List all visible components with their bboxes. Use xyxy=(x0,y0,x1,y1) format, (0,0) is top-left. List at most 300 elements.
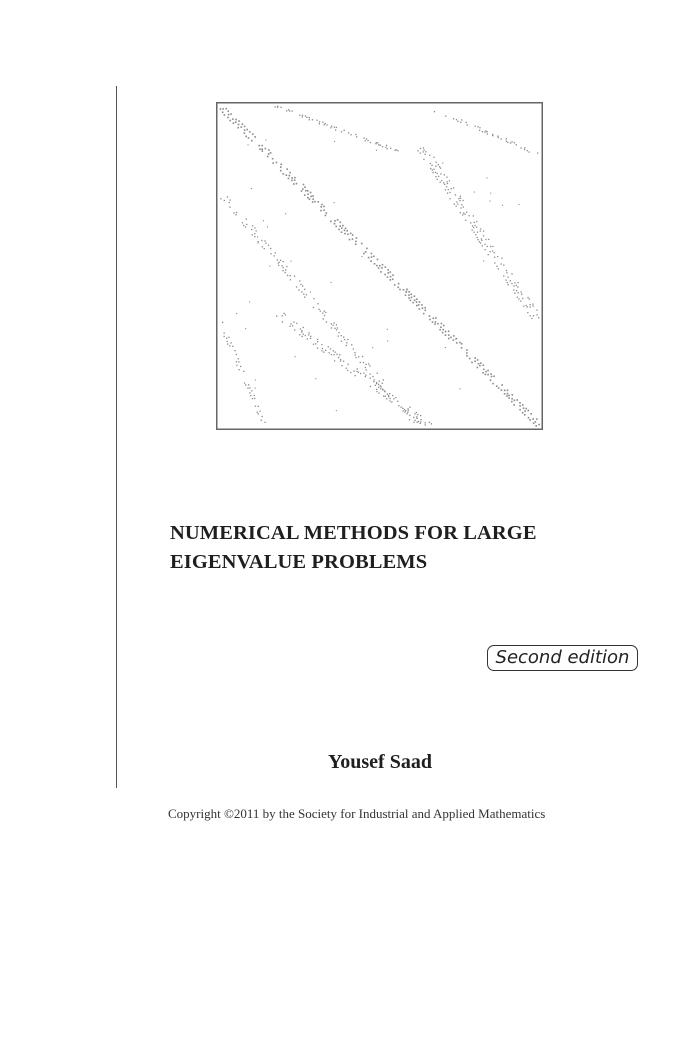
sparsity-dot xyxy=(261,148,263,150)
sparsity-dot xyxy=(291,177,293,179)
sparsity-dot xyxy=(449,192,450,193)
sparsity-dot xyxy=(459,200,460,201)
sparsity-dot xyxy=(492,383,494,385)
sparsity-dot xyxy=(447,193,448,194)
sparsity-dot xyxy=(485,374,487,376)
sparsity-dot xyxy=(446,181,447,182)
sparsity-dot xyxy=(453,335,455,337)
sparsity-dot xyxy=(379,381,380,382)
sparsity-dot xyxy=(498,137,499,138)
sparsity-dot xyxy=(425,424,426,425)
sparsity-dot xyxy=(312,195,314,197)
sparsity-dot xyxy=(445,116,446,117)
sparsity-dot xyxy=(302,116,303,117)
sparsity-dot xyxy=(487,131,488,132)
sparsity-dot xyxy=(433,169,434,170)
sparsity-dot xyxy=(355,243,357,245)
sparsity-dot xyxy=(479,127,480,128)
sparsity-dot xyxy=(425,151,426,152)
sparsity-dot xyxy=(289,175,291,177)
sparsity-dot xyxy=(533,306,534,307)
sparsity-dot xyxy=(248,137,250,139)
sparsity-dot xyxy=(480,362,482,364)
sparsity-dot xyxy=(315,343,316,344)
sparsity-dot xyxy=(263,220,264,221)
sparsity-dot xyxy=(507,393,509,395)
sparsity-dot xyxy=(349,239,351,241)
sparsity-dot xyxy=(249,301,250,302)
sparsity-dot xyxy=(261,145,263,147)
sparsity-dot xyxy=(280,166,282,168)
sparsity-dot xyxy=(329,352,330,353)
sparsity-dot xyxy=(391,401,392,402)
sparsity-dot xyxy=(497,136,498,137)
sparsity-dot xyxy=(440,168,441,169)
sparsity-dot xyxy=(381,267,383,269)
sparsity-dot xyxy=(283,267,284,268)
sparsity-dot xyxy=(318,201,320,203)
sparsity-dot xyxy=(238,358,239,359)
sparsity-dot xyxy=(529,151,530,152)
sparsity-dot xyxy=(438,164,439,165)
sparsity-dot xyxy=(268,149,270,151)
sparsity-dot xyxy=(432,172,433,173)
sparsity-dot xyxy=(262,150,264,152)
sparsity-dot xyxy=(456,119,457,120)
sparsity-dot xyxy=(239,369,240,370)
sparsity-dot xyxy=(312,201,314,203)
sparsity-dot xyxy=(294,177,296,179)
sparsity-dot xyxy=(321,350,322,351)
sparsity-dot xyxy=(461,343,463,345)
sparsity-dot xyxy=(296,286,297,287)
sparsity-dots xyxy=(220,106,540,427)
copyright-notice: Copyright ©2011 by the Society for Industrial and Applied Mathematics xyxy=(168,806,546,821)
sparsity-dot xyxy=(370,260,372,262)
sparsity-dot xyxy=(229,345,230,346)
sparsity-dot xyxy=(417,150,418,151)
sparsity-dot xyxy=(230,199,231,200)
sparsity-dot xyxy=(334,220,336,222)
sparsity-dot xyxy=(322,313,323,314)
sparsity-dot xyxy=(511,401,513,403)
sparsity-dot xyxy=(423,313,425,315)
sparsity-dot xyxy=(448,334,450,336)
sparsity-dot xyxy=(237,127,239,129)
sparsity-dot xyxy=(386,398,387,399)
sparsity-dot xyxy=(238,124,240,126)
sparsity-dot xyxy=(435,172,436,173)
sparsity-dot xyxy=(513,289,514,290)
sparsity-dot xyxy=(341,335,342,336)
sparsity-dot xyxy=(419,301,421,303)
sparsity-dot xyxy=(314,201,316,203)
sparsity-dot xyxy=(242,222,243,223)
sparsity-dot xyxy=(290,275,291,276)
sparsity-dot xyxy=(313,344,314,345)
sparsity-dot xyxy=(339,354,340,355)
sparsity-dot xyxy=(332,325,333,326)
sparsity-dot xyxy=(262,416,263,417)
sparsity-dot xyxy=(493,376,495,378)
sparsity-dot xyxy=(477,237,478,238)
sparsity-dot xyxy=(358,356,359,357)
sparsity-dot xyxy=(316,120,317,121)
sparsity-dot xyxy=(521,291,522,292)
sparsity-dot xyxy=(448,189,449,190)
sparsity-dot xyxy=(293,321,294,322)
sparsity-dot xyxy=(383,396,384,397)
sparsity-dot xyxy=(227,196,228,197)
sparsity-dot xyxy=(261,420,262,421)
sparsity-dot xyxy=(434,111,435,112)
sparsity-dot xyxy=(315,378,316,379)
sparsity-dot xyxy=(407,412,408,413)
sparsity-dot xyxy=(523,407,525,409)
sparsity-dot xyxy=(339,225,341,227)
sparsity-dot xyxy=(403,410,404,411)
sparsity-dot xyxy=(483,369,485,371)
sparsity-dot xyxy=(289,110,290,111)
sparsity-dot xyxy=(341,365,342,366)
sparsity-dot xyxy=(304,194,306,196)
sparsity-dot xyxy=(333,354,334,355)
sparsity-dot xyxy=(474,361,476,363)
sparsity-dot xyxy=(385,396,386,397)
sparsity-dot xyxy=(385,266,387,268)
sparsity-dot xyxy=(244,126,246,128)
sparsity-dot xyxy=(243,225,244,226)
sparsity-dot xyxy=(258,241,259,242)
sparsity-dot xyxy=(503,265,504,266)
sparsity-dot xyxy=(507,390,509,392)
sparsity-dot xyxy=(511,273,512,274)
sparsity-dot xyxy=(477,359,479,361)
sparsity-dot xyxy=(245,136,247,138)
sparsity-dot xyxy=(476,227,477,228)
sparsity-dot xyxy=(259,148,261,150)
sparsity-dot xyxy=(226,338,227,339)
sparsity-dot xyxy=(405,410,406,411)
sparsity-dot xyxy=(390,271,392,273)
sparsity-dot xyxy=(477,126,478,127)
sparsity-dot xyxy=(424,307,426,309)
sparsity-dot xyxy=(460,212,461,213)
sparsity-pattern-figure xyxy=(216,102,543,430)
sparsity-dot xyxy=(388,395,389,396)
sparsity-dot xyxy=(256,230,257,231)
sparsity-dot xyxy=(410,300,412,302)
sparsity-dot xyxy=(309,117,310,118)
sparsity-dot xyxy=(385,147,386,148)
sparsity-dot xyxy=(220,108,222,110)
sparsity-dot xyxy=(483,231,484,232)
sparsity-dot xyxy=(283,313,284,314)
sparsity-dot xyxy=(230,113,232,115)
sparsity-dot xyxy=(334,223,336,225)
sparsity-dot xyxy=(378,387,379,388)
sparsity-dot xyxy=(487,133,488,134)
sparsity-dot xyxy=(454,204,455,205)
sparsity-dot xyxy=(275,252,276,253)
sparsity-dot xyxy=(377,373,378,374)
sparsity-dot xyxy=(474,192,475,193)
sparsity-dot xyxy=(341,227,343,229)
sparsity-dot xyxy=(462,214,463,215)
sparsity-dot xyxy=(389,398,390,399)
sparsity-dot xyxy=(482,131,483,132)
sparsity-dot xyxy=(435,317,437,319)
sparsity-dot xyxy=(384,274,386,276)
sparsity-dot xyxy=(420,423,421,424)
sparsity-dot xyxy=(387,329,388,330)
sparsity-dot xyxy=(429,155,430,156)
sparsity-dot xyxy=(340,222,342,224)
sparsity-dot xyxy=(506,138,507,139)
sparsity-dot xyxy=(309,199,311,201)
sparsity-dot xyxy=(413,422,414,423)
sparsity-dot xyxy=(487,374,489,376)
sparsity-dot xyxy=(338,229,340,231)
sparsity-dot xyxy=(538,317,539,318)
sparsity-dot xyxy=(483,235,484,236)
sparsity-dot xyxy=(535,421,537,423)
sparsity-dot xyxy=(355,241,357,243)
sparsity-dot xyxy=(257,242,258,243)
sparsity-dot xyxy=(451,188,452,189)
sparsity-dot xyxy=(319,121,320,122)
sparsity-dot xyxy=(317,348,318,349)
sparsity-dot xyxy=(529,419,531,421)
sparsity-dot xyxy=(227,117,229,119)
sparsity-dot xyxy=(352,234,354,236)
sparsity-dot xyxy=(299,280,300,281)
sparsity-dot xyxy=(300,328,301,329)
sparsity-dot xyxy=(336,410,337,411)
sparsity-dot xyxy=(365,375,366,376)
sparsity-dot xyxy=(296,183,298,185)
sparsity-dot xyxy=(444,184,445,185)
sparsity-dot xyxy=(443,182,444,183)
sparsity-dot xyxy=(519,204,520,205)
sparsity-dot xyxy=(278,265,279,266)
sparsity-dot xyxy=(484,249,485,250)
sparsity-dot xyxy=(492,246,493,247)
sparsity-dot xyxy=(285,272,286,273)
sparsity-dot xyxy=(324,315,325,316)
sparsity-dot xyxy=(404,411,405,412)
sparsity-dot xyxy=(321,204,323,206)
sparsity-dot xyxy=(465,220,466,221)
sparsity-dot xyxy=(236,365,237,366)
sparsity-dot xyxy=(522,298,523,299)
sparsity-dot xyxy=(460,196,461,197)
sparsity-dot xyxy=(344,230,346,232)
sparsity-dot xyxy=(299,115,300,116)
sparsity-dot xyxy=(501,138,502,139)
sparsity-dot xyxy=(373,256,375,258)
sparsity-dot xyxy=(393,398,394,399)
sparsity-dot xyxy=(514,142,515,143)
sparsity-dot xyxy=(264,248,265,249)
sparsity-dot xyxy=(255,388,256,389)
sparsity-dot xyxy=(270,248,271,249)
sparsity-dot xyxy=(222,112,224,114)
sparsity-dot xyxy=(508,395,510,397)
sparsity-dot xyxy=(411,294,413,296)
sparsity-dot xyxy=(301,330,302,331)
sparsity-dot xyxy=(408,294,410,296)
sparsity-dot xyxy=(527,312,528,313)
sparsity-dot xyxy=(353,348,354,349)
sparsity-dot xyxy=(513,285,514,286)
sparsity-dot xyxy=(324,124,325,125)
sparsity-dot xyxy=(374,263,376,265)
sparsity-dot xyxy=(507,142,508,143)
sparsity-dot xyxy=(362,356,363,357)
sparsity-dot xyxy=(286,110,287,111)
sparsity-dot xyxy=(254,136,256,138)
sparsity-dot xyxy=(453,118,454,119)
sparsity-dot xyxy=(377,142,378,143)
sparsity-dot xyxy=(303,327,304,328)
sparsity-dot xyxy=(259,411,260,412)
sparsity-dot xyxy=(463,212,464,213)
sparsity-dot xyxy=(326,124,327,125)
sparsity-dot xyxy=(431,423,432,424)
sparsity-dot xyxy=(425,154,426,155)
sparsity-dot xyxy=(461,119,462,120)
sparsity-dot xyxy=(336,329,337,330)
sparsity-dot xyxy=(252,133,254,135)
sparsity-dot xyxy=(429,422,430,423)
sparsity-dot xyxy=(474,225,475,226)
sparsity-dot xyxy=(492,134,493,135)
sparsity-dot xyxy=(346,345,347,346)
sparsity-dot xyxy=(389,400,390,401)
sparsity-dot xyxy=(480,242,481,243)
sparsity-dot xyxy=(421,304,423,306)
sparsity-dot xyxy=(533,423,535,425)
sparsity-dot xyxy=(492,135,493,136)
sparsity-dot xyxy=(376,383,377,384)
sparsity-dot xyxy=(301,190,303,192)
sparsity-dot xyxy=(442,332,444,334)
sparsity-dot xyxy=(365,367,366,368)
sparsity-dot xyxy=(437,173,438,174)
sparsity-dot xyxy=(506,270,507,271)
sparsity-dot xyxy=(488,239,489,240)
sparsity-dot xyxy=(435,166,436,167)
sparsity-dot xyxy=(323,206,325,208)
sparsity-dot xyxy=(340,359,341,360)
sparsity-dot xyxy=(461,204,462,205)
sparsity-dot xyxy=(507,277,508,278)
sparsity-dot xyxy=(363,373,364,374)
sparsity-dot xyxy=(425,310,427,312)
sparsity-dot xyxy=(511,283,512,284)
sparsity-dot xyxy=(334,360,335,361)
sparsity-dot xyxy=(309,332,310,333)
sparsity-dot xyxy=(331,327,332,328)
sparsity-dot xyxy=(254,227,255,228)
sparsity-dot xyxy=(409,407,410,408)
sparsity-dot xyxy=(379,265,381,267)
sparsity-dot xyxy=(304,289,305,290)
sparsity-dot xyxy=(506,395,508,397)
sparsity-dot xyxy=(376,391,377,392)
sparsity-dot xyxy=(463,206,464,207)
sparsity-dot xyxy=(380,388,381,389)
sparsity-dot xyxy=(412,302,414,304)
sparsity-dot xyxy=(325,312,326,313)
sparsity-dot xyxy=(460,198,461,199)
sparsity-dot xyxy=(244,132,246,134)
sparsity-dot xyxy=(331,354,332,355)
sparsity-dot xyxy=(229,202,230,203)
sparsity-dot xyxy=(355,354,356,355)
sparsity-dot xyxy=(363,253,365,255)
sparsity-dot xyxy=(355,357,356,358)
sparsity-dot xyxy=(445,189,446,190)
sparsity-dot xyxy=(347,234,349,236)
sparsity-dot xyxy=(474,222,475,223)
sparsity-dot xyxy=(331,282,332,283)
sparsity-dot xyxy=(334,202,335,203)
sparsity-dot xyxy=(414,413,415,414)
sparsity-dot xyxy=(334,322,335,323)
sparsity-dot xyxy=(475,234,476,235)
sparsity-dot xyxy=(502,205,503,206)
sparsity-dot xyxy=(435,321,437,323)
sparsity-dot xyxy=(518,298,519,299)
sparsity-dot xyxy=(478,363,480,365)
sparsity-dot xyxy=(336,127,337,128)
sparsity-dot xyxy=(365,376,366,377)
sparsity-dot xyxy=(519,405,521,407)
sparsity-dot xyxy=(436,162,437,163)
sparsity-dot xyxy=(371,253,373,255)
sparsity-dot xyxy=(267,226,268,227)
sparsity-dot xyxy=(380,385,381,386)
sparsity-dot xyxy=(403,289,405,291)
sparsity-dot xyxy=(430,163,431,164)
sparsity-dot xyxy=(299,334,300,335)
sparsity-dot xyxy=(356,237,358,239)
sparsity-dot xyxy=(323,210,325,212)
sparsity-dot xyxy=(268,245,269,246)
sparsity-dot xyxy=(252,225,253,226)
sparsity-dot xyxy=(420,148,421,149)
sparsity-dot xyxy=(437,179,438,180)
sparsity-dot xyxy=(245,226,246,227)
sparsity-dot xyxy=(246,219,247,220)
sparsity-dot xyxy=(467,124,468,125)
sparsity-dot xyxy=(346,368,347,369)
sparsity-dot xyxy=(290,279,291,280)
sparsity-dot xyxy=(350,372,351,373)
sparsity-dot xyxy=(274,255,275,256)
sparsity-dot xyxy=(358,372,359,373)
sparsity-dot xyxy=(334,141,335,142)
sparsity-dot xyxy=(371,256,373,258)
sparsity-dot xyxy=(280,170,282,172)
sparsity-dot xyxy=(272,158,274,160)
sparsity-dot xyxy=(435,176,436,177)
sparsity-dot xyxy=(525,408,527,410)
sparsity-dot xyxy=(524,149,525,150)
sparsity-dot xyxy=(229,120,231,122)
